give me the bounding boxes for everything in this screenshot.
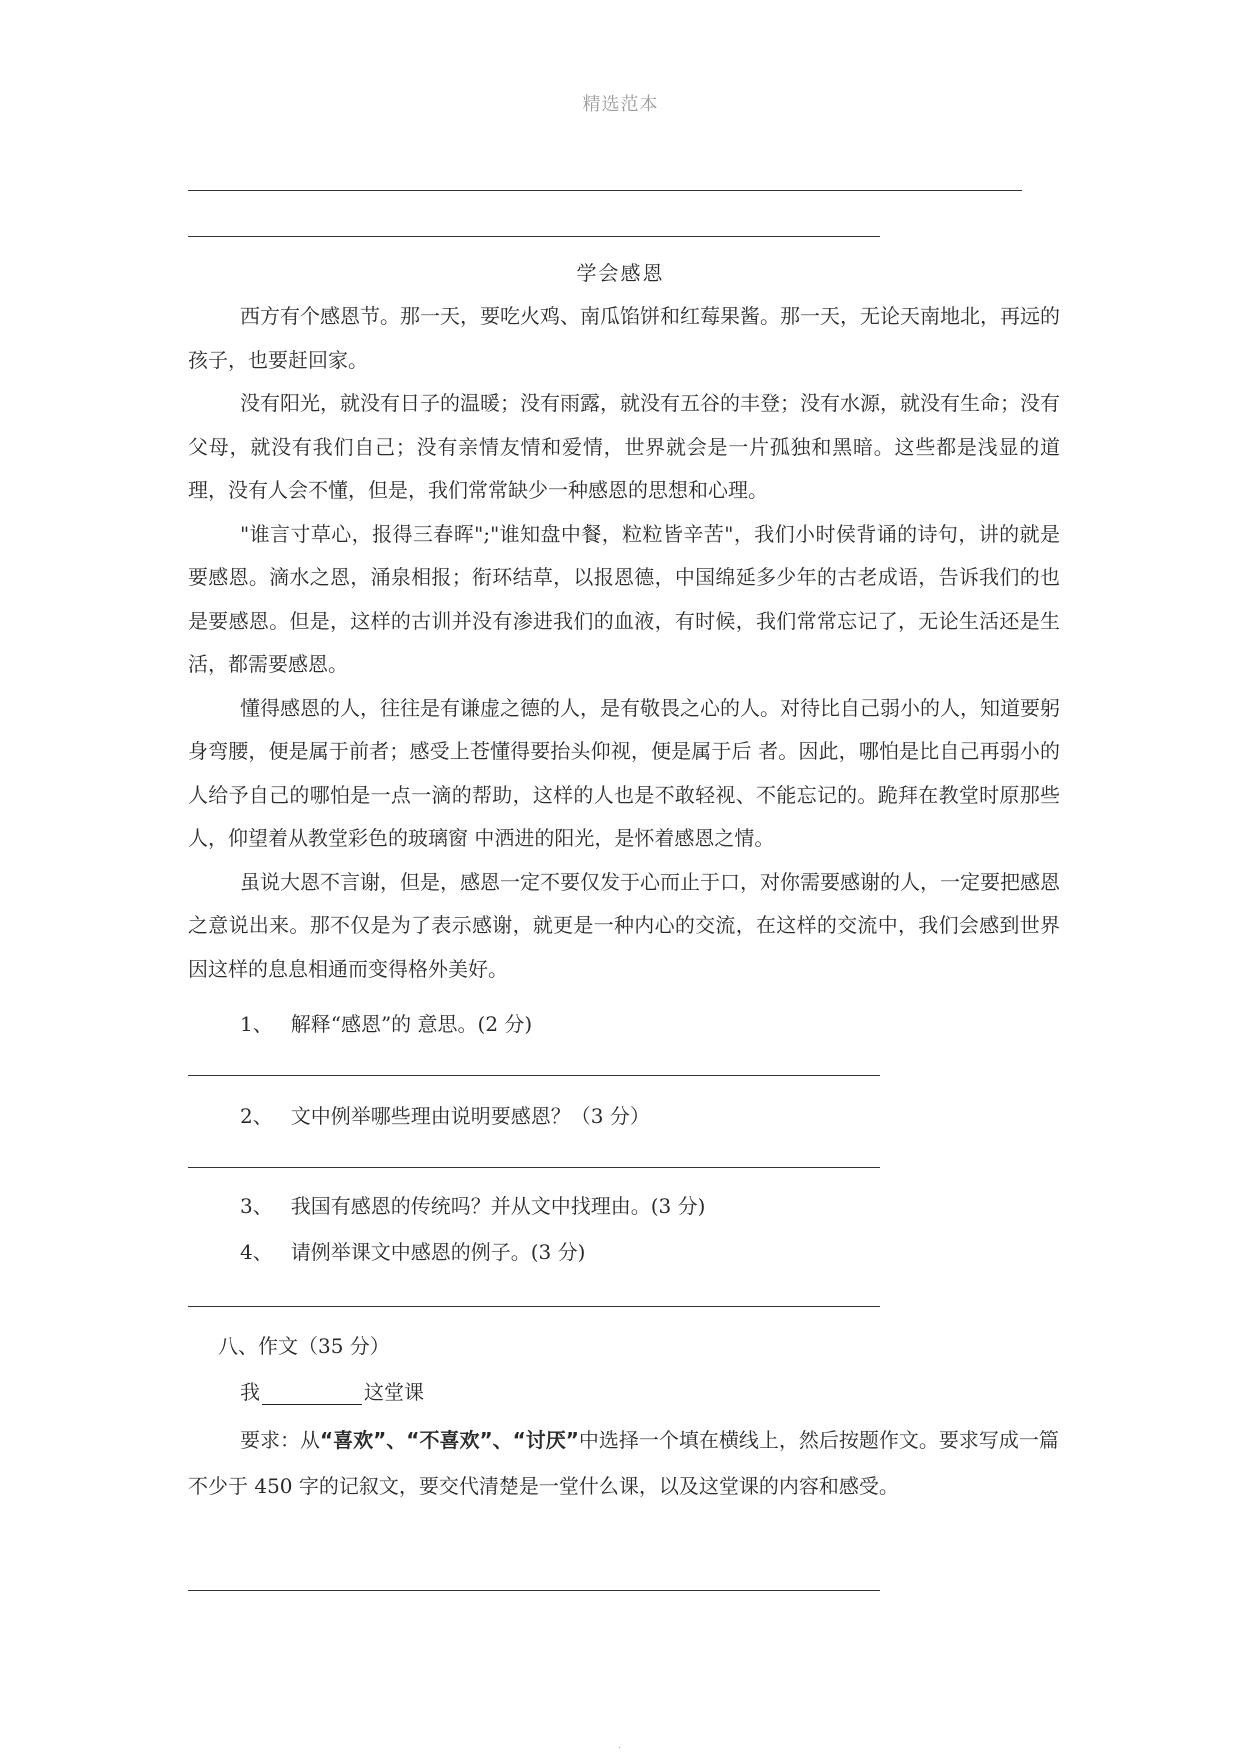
paragraph: 虽说大恩不言谢，但是，感恩一定不要仅发于心而止于口，对你需要感谢的人，一定要把感恩之意说出来。那不仅是为了表示感谢，就更是一种内心的交流，在这样的交流中，我们会感到世界因这样的息息相通而变得格外美好。 [188,869,1060,981]
fill-in-blank [262,1384,362,1405]
answer-line [188,1590,880,1591]
question-text: 我国有感恩的传统吗？并从文中找理由。(3 分) [290,1194,706,1218]
paragraph: 没有阳光，就没有日子的温暖；没有雨露，就没有五谷的丰登；没有水源，就没有生命；没有父母，就没有我们自己；没有亲情友情和爱情，世界就会是一片孤独和黑暗。这些都是浅显的道理，没有人会不懂，但是，我们常常缺少一种感恩的思想和心理。 [188,391,1060,502]
option-dislike: “不喜欢”、 [406,1428,513,1452]
page-footer: . [618,1740,622,1751]
question-number: 3、 [240,1194,273,1218]
prompt-suffix: 这堂课 [364,1380,424,1404]
question-number: 4、 [240,1240,273,1264]
question-4 [240,1236,603,1265]
paragraph: 西方有个感恩节。那一天，要吃火鸡、南瓜馅饼和红莓果酱。那一天，无论天南地北，再远的孩子，也要赶回家。 [188,304,1060,372]
composition-prompt [240,1376,424,1405]
question-number: 2、 [240,1104,273,1128]
composition-section-title: 八、作文（35 分） [218,1334,390,1358]
question-1 [240,1008,550,1037]
question-text: 解释“感恩”的 意思。(2 分) [290,1012,533,1036]
answer-line [188,1075,880,1076]
req-rest: 中选择一个填在横线上，然后按题作文。要求写成一篇不少于 450 字的记叙文，要交代清楚是一堂什么课，以及这堂课的内容和感受。 [188,1428,1059,1498]
prompt-prefix: 我 [240,1380,260,1404]
question-number: 1、 [240,1012,273,1036]
answer-line [188,1306,880,1307]
option-hate: “讨厌” [512,1428,579,1452]
paragraph: 懂得感恩的人，往往是有谦虚之德的人，是有敬畏之心的人。对待比自己弱小的人，知道要躬身弯腰，便是属于前者；感受上苍懂得要抬头仰视，便是属于后 者。因此，哪怕是比自己再弱小的人给予自己的哪怕是一点一滴的帮助，这样的人也是不敢轻视、不能忘记的。跪拜在教堂时原那些人，仰望着从教堂彩色的玻璃窗 中洒进的阳光，是怀着感恩之情。 [188,695,1060,850]
passage-title: 学会感恩 [576,261,665,285]
question-3 [240,1190,723,1219]
paragraph: "谁言寸草心，报得三春晖";"谁知盘中餐，粒粒皆辛苦"，我们小时侯背诵的诗句，讲的就是要感恩。滴水之恩，涌泉相报；衔环结草，以报恩德，中国绵延多少年的古老成语，告诉我们的也是要感恩。但是，这样的古训并没有渗进我们的血液，有时候，我们常常忘记了，无论生活还是生活，都需要感恩。 [188,521,1060,676]
req-lead: 要求：从 [240,1428,320,1452]
answer-line [188,1167,880,1168]
option-like: “喜欢”、 [320,1428,407,1452]
question-2 [240,1100,668,1129]
composition-requirements [188,1417,1060,1509]
answer-line [188,236,880,237]
passage-body [188,295,1060,991]
question-text: 文中例举哪些理由说明要感恩？（3 分） [290,1104,650,1128]
answer-line [188,190,1022,191]
page-header: 精选范本 [582,94,659,115]
question-text: 请例举课文中感恩的例子。(3 分) [290,1240,586,1264]
